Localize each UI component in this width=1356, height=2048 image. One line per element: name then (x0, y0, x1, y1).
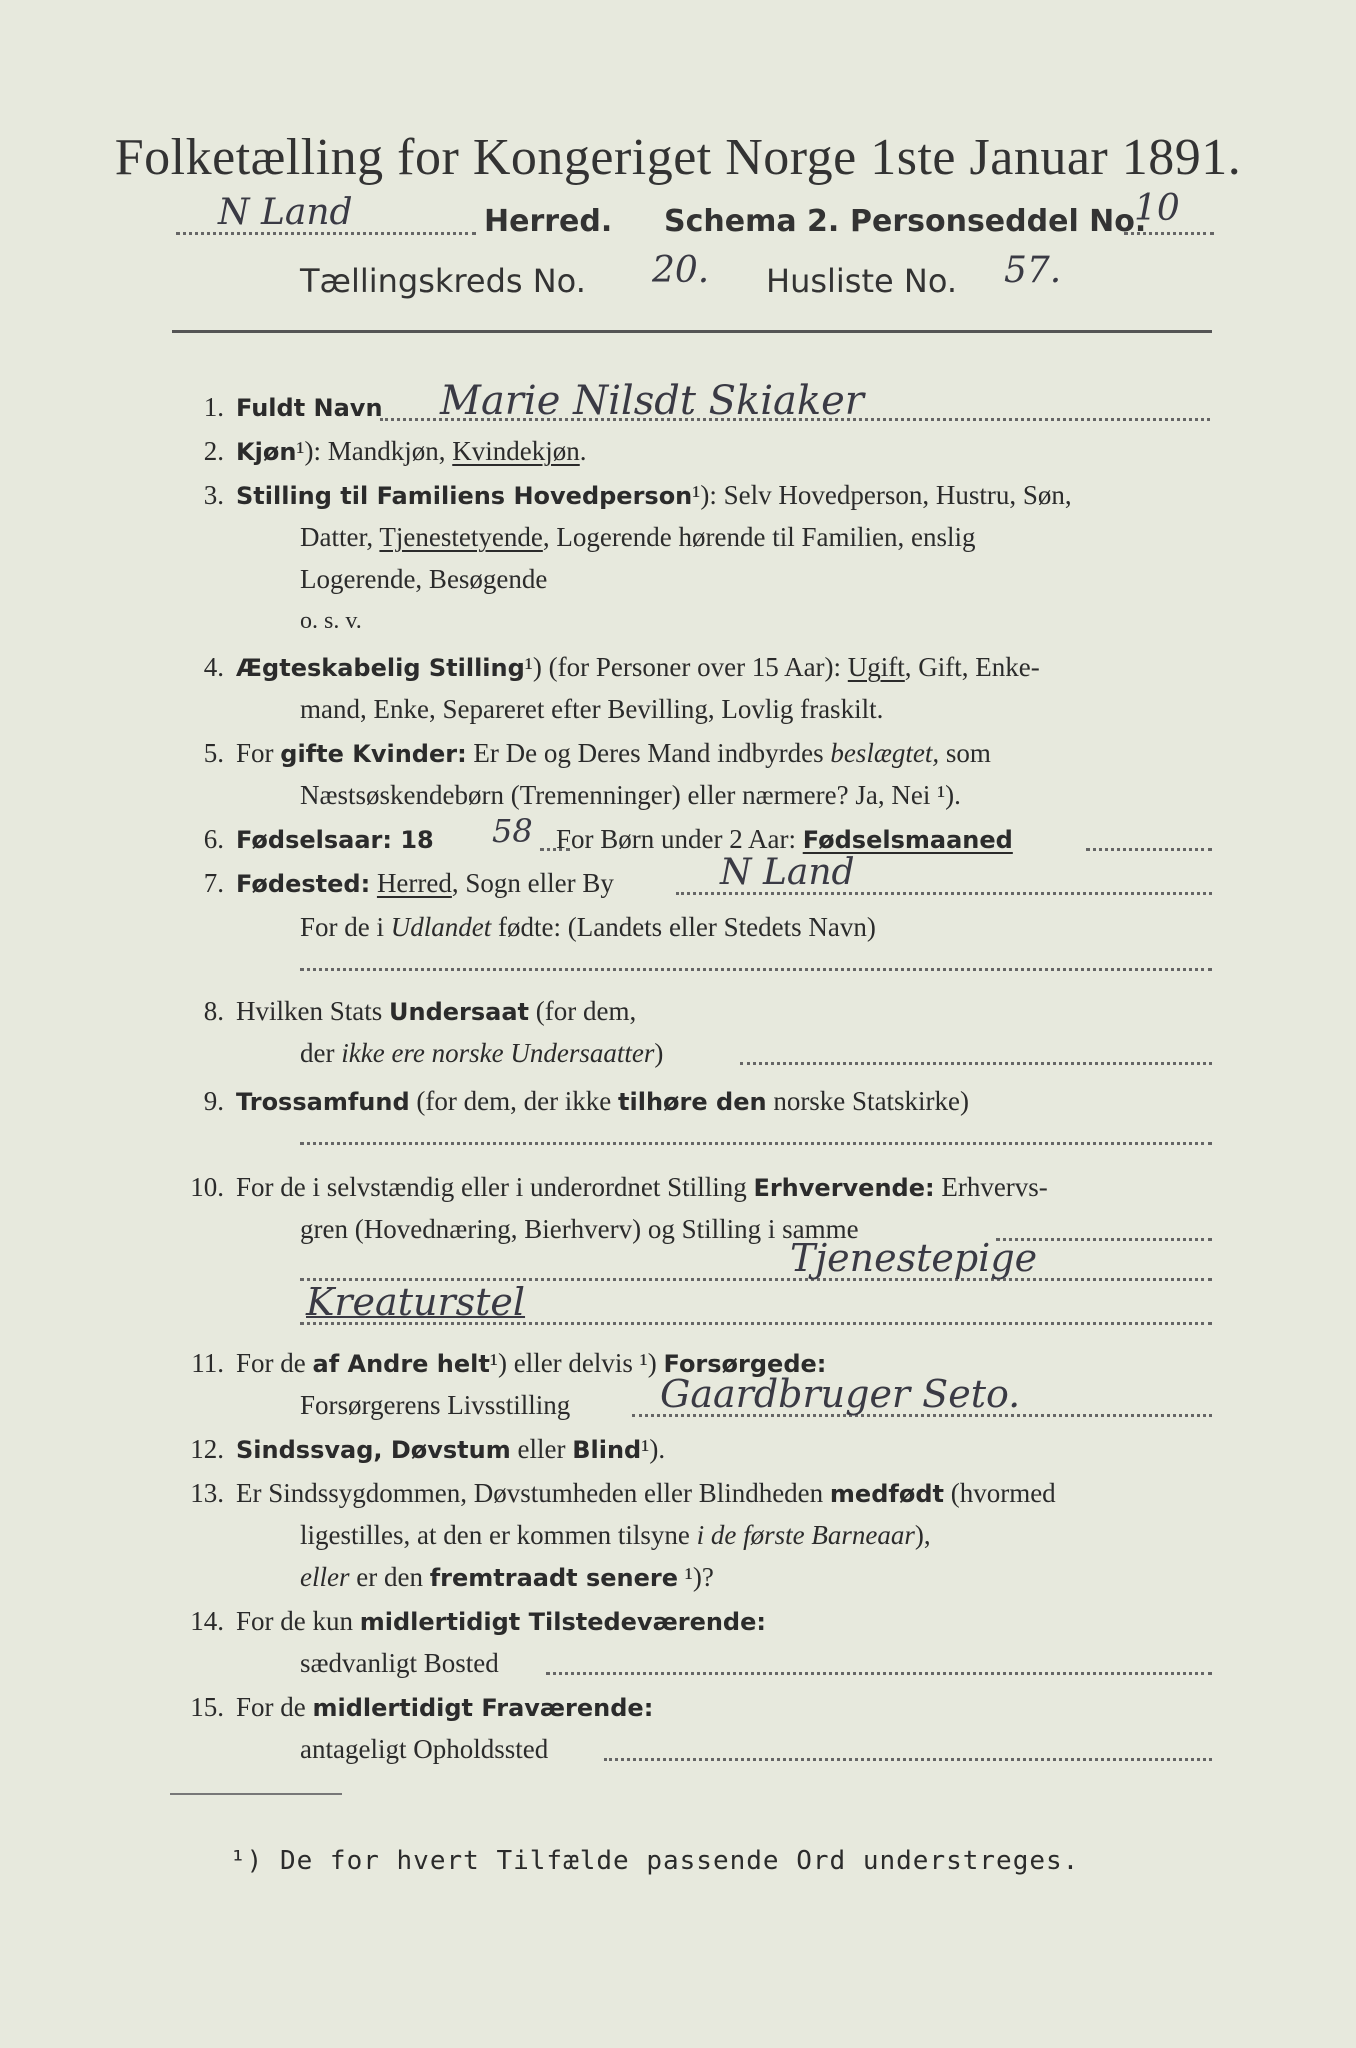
q4-answer-underlined: Ugift (847, 652, 905, 682)
kreds-label: Tællingskreds No. (300, 262, 586, 300)
q14-dotted-line (546, 1672, 1212, 1675)
herred-value: N Land (218, 192, 353, 233)
q3-line-3: Logerende, Besøgende (300, 564, 548, 594)
husliste-value: 57. (1004, 250, 1062, 291)
personseddel-dotted-line (1124, 232, 1214, 235)
footnote-rule (170, 1793, 342, 1795)
q5-line-1: For gifte Kvinder: Er De og Deres Mand indbyrdes beslægtet, som (236, 738, 991, 768)
q10-value-1: Tjenestepige (790, 1236, 1038, 1280)
q6-value: 58 (492, 812, 533, 850)
q13-line-3: eller er den fremtraadt senere ¹)? (300, 1562, 714, 1592)
kreds-value: 20. (652, 250, 710, 291)
q3-line-1: Stilling til Familiens Hovedperson¹): Selv Hovedperson, Hustru, Søn, (236, 480, 1072, 510)
header-rule (172, 330, 1212, 333)
q12-number: 12. (190, 1434, 224, 1464)
q14-line-1: For de kun midlertidigt Tilstedeværende: (236, 1606, 766, 1636)
q1-label: Fuldt Navn (236, 394, 383, 422)
footnote: ¹) De for hvert Tilfælde passende Ord understreges. (230, 1846, 1080, 1876)
q9-number: 9. (203, 1086, 224, 1116)
q10-number: 10. (190, 1172, 224, 1202)
q14-line-2: sædvanligt Bosted (300, 1648, 499, 1678)
q7-line-1: Fødested: Herred, Sogn eller By (236, 868, 614, 898)
q6-line-rest: For Børn under 2 Aar: Fødselsmaaned (556, 824, 1013, 854)
q10-line-2: gren (Hovednæring, Bierhverv) og Stilling i samme (300, 1214, 859, 1244)
personseddel-value: 10 (1134, 188, 1180, 229)
q7-answer-underlined: Herred (376, 868, 452, 898)
q8-number: 8. (203, 996, 224, 1026)
q13-number: 13. (190, 1478, 224, 1508)
q11-value: Gaardbruger Seto. (660, 1372, 1021, 1416)
herred-label: Herred. (484, 204, 613, 239)
q6-month-dotted-line (1086, 848, 1212, 851)
q4-number: 4. (203, 652, 224, 682)
form-title: Folketælling for Kongeriget Norge 1ste Januar 1891. (114, 129, 1242, 186)
q1-value: Marie Nilsdt Skiaker (440, 378, 864, 424)
q3-line-2: Datter, Tjenestetyende, Logerende hørende til Familien, enslig (300, 522, 976, 552)
q9-dotted-line (300, 1142, 1212, 1145)
q6-number: 6. (203, 824, 224, 854)
q7-value: N Land (720, 852, 855, 893)
q15-number: 15. (190, 1692, 224, 1722)
q15-line-1: For de midlertidigt Fraværende: (236, 1692, 654, 1722)
q8-line-2: der ikke ere norske Undersaatter) (300, 1038, 664, 1068)
q15-dotted-line (604, 1758, 1212, 1761)
q6-line: Fødselsaar: 18 (236, 826, 434, 854)
q4-line-1: Ægteskabelig Stilling¹) (for Personer over 15 Aar): Ugift, Gift, Enke- (236, 652, 1040, 682)
q11-number: 11. (191, 1348, 224, 1378)
q12-line: Sindssvag, Døvstum eller Blind¹). (236, 1434, 666, 1464)
q8-dotted-line (740, 1062, 1212, 1065)
q15-line-2: antageligt Opholdssted (300, 1734, 549, 1764)
q11-line-2: Forsørgerens Livsstilling (300, 1390, 571, 1420)
q2-answer-underlined: Kvindekjøn (452, 436, 580, 466)
schema-label: Schema 2. (664, 204, 840, 239)
q3-answer-underlined: Tjenestetyende (379, 522, 543, 552)
q5-line-2: Næstsøskendebørn (Tremenninger) eller nærmere? Ja, Nei ¹). (300, 780, 961, 810)
q10-line-1: For de i selvstændig eller i underordnet Stilling Erhvervende: Erhvervs- (236, 1172, 1048, 1202)
husliste-label: Husliste No. (766, 262, 957, 300)
q13-line-2: ligestilles, at den er kommen tilsyne i de første Barneaar), (300, 1520, 931, 1550)
q11-line-1: For de af Andre helt¹) eller delvis ¹) Forsørgede: (236, 1348, 827, 1378)
q13-line-1: Er Sindssygdommen, Døvstumheden eller Blindheden medfødt (hvormed (236, 1478, 1056, 1508)
q2-number: 2. (203, 436, 224, 466)
q9-line: Trossamfund (for dem, der ikke tilhøre den norske Statskirke) (236, 1086, 970, 1116)
q7-foreign-dotted-line (300, 968, 1212, 971)
personseddel-label: Personseddel No. (850, 204, 1147, 239)
q8-line-1: Hvilken Stats Undersaat (for dem, (236, 996, 637, 1026)
q7-line-2: For de i Udlandet fødte: (Landets eller Stedets Navn) (300, 912, 876, 942)
q7-number: 7. (203, 868, 224, 898)
q2-line: Kjøn¹): Mandkjøn, Kvindekjøn. (236, 436, 587, 466)
q3-number: 3. (203, 480, 224, 510)
q1-number: 1. (203, 392, 224, 422)
q5-number: 5. (203, 738, 224, 768)
q3-line-4: o. s. v. (300, 608, 362, 634)
q4-line-2: mand, Enke, Separeret efter Bevilling, Lovlig fraskilt. (300, 694, 884, 724)
q14-number: 14. (190, 1606, 224, 1636)
q10-value-2: Kreaturstel (306, 1280, 526, 1324)
